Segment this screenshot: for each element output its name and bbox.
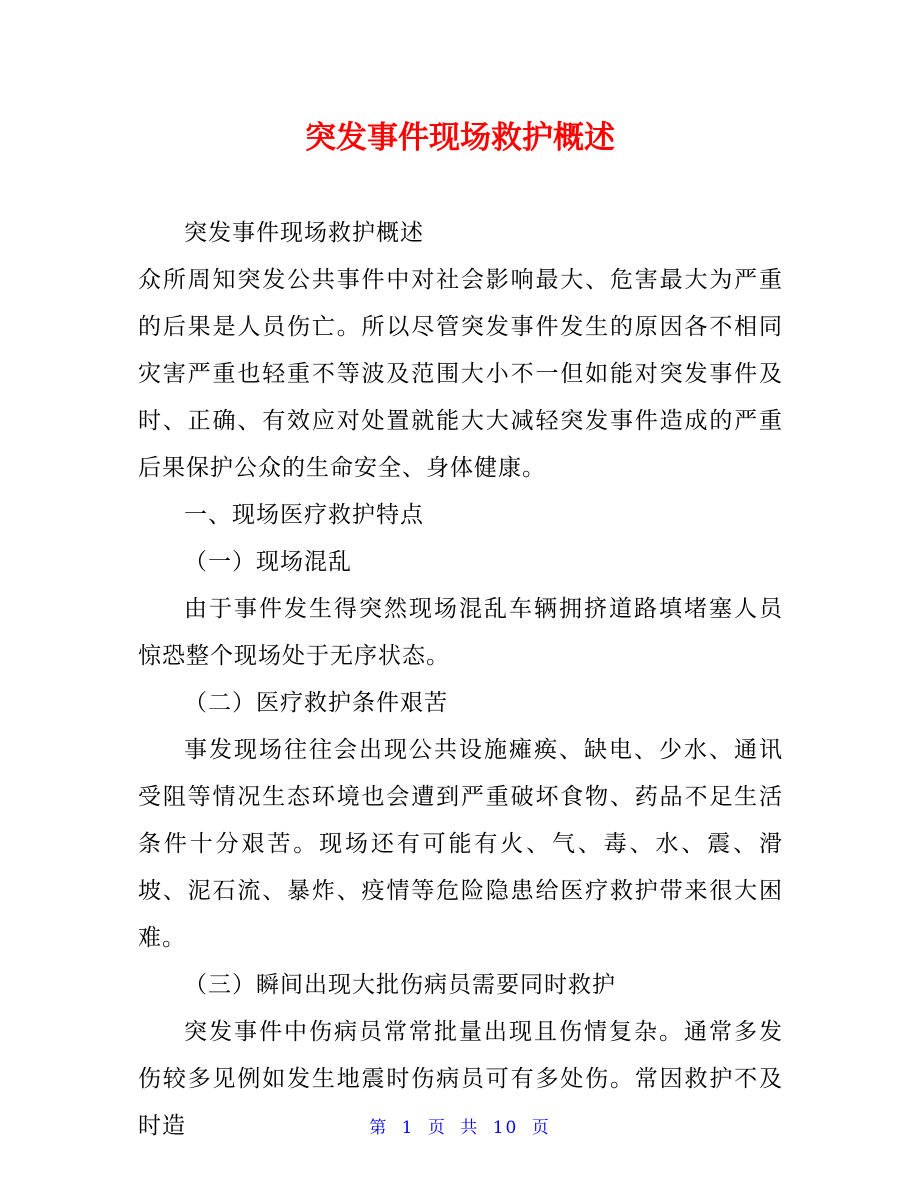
paragraph-2: 事发现场往往会出现公共设施瘫痪、缺电、少水、通讯受阻等情况生态环境也会遭到严重破坏食物、药品不足生活条件十分艰苦。现场还有可能有火、气、毒、水、震、滑坡、泥石流、暴炸、疫情等危险隐患给医疗救护带来很大困难。: [138, 737, 783, 951]
paragraph-subtitle: 突发事件现场救护概述: [184, 220, 424, 246]
paragraph-1: 由于事件发生得突然现场混乱车辆拥挤道路填堵塞人员惊恐整个现场处于无序状态。: [138, 596, 783, 669]
subsection-heading-1: （一）现场混乱: [184, 549, 352, 575]
paragraph-3: 突发事件中伤病员常常批量出现且伤情复杂。通常多发伤较多见例如发生地震时伤病员可有多处伤。常因救护不及时造: [138, 1019, 783, 1139]
paragraph-intro: 众所周知突发公共事件中对社会影响最大、危害最大为严重的后果是人员伤亡。所以尽管突发事件发生的原因各不相同灾害严重也轻重不等波及范围大小不一但如能对突发事件及时、正确、有效应对处置就能大大减轻突发事件造成的严重后果保护公众的生命安全、身体健康。: [138, 267, 783, 481]
page-footer: 第 1 页 共 10 页: [369, 1118, 551, 1138]
section-heading: 一、现场医疗救护特点: [184, 502, 424, 528]
document-body: [138, 210, 783, 1150]
subsection-heading-3: （三）瞬间出现大批伤病员需要同时救护: [184, 972, 616, 998]
subsection-heading-2: （二）医疗救护条件艰苦: [184, 690, 448, 716]
document-title: 突发事件现场救护概述: [305, 120, 615, 156]
